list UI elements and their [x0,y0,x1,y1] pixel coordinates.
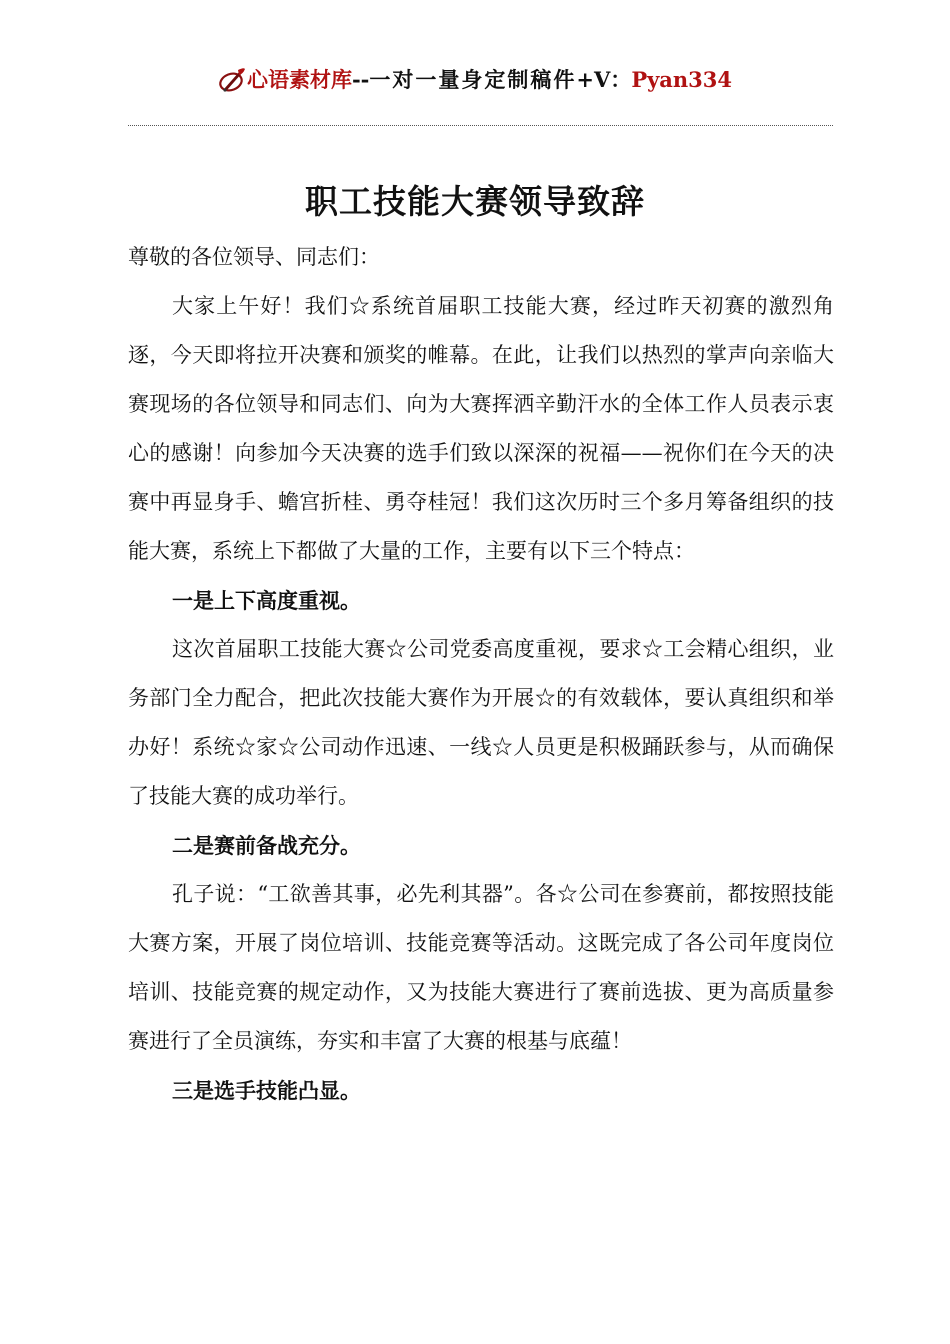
brand-name: 心语素材库 [246,67,352,92]
paragraph-section-2: 孔子说：“工欲善其事，必先利其器”。各☆公司在参赛前，都按照技能大赛方案，开展了岗位培训、技能竞赛等活动。这既完成了各公司年度岗位培训、技能竞赛的规定动作，又为技能大赛进行了赛前选拔、更为高质量参赛进行了全员演练，夯实和丰富了大赛的根基与底蕴！ [128,882,834,1053]
quill-pen-icon [218,65,246,95]
header-separator: -- [351,67,370,92]
paragraph-section-1: 这次首届职工技能大赛☆公司党委高度重视，要求☆工会精心组织，业务部门全力配合，把此次技能大赛作为开展☆的有效载体，要认真组织和举办好！系统☆家☆公司动作迅速、一线☆人员更是积极踊跃参与，从而确保了技能大赛的成功举行。 [128,637,834,808]
section-heading-3: 三是选手技能凸显。 [172,1078,361,1103]
paragraph-opening: 大家上午好！我们☆系统首届职工技能大赛，经过昨天初赛的激烈角逐，今天即将拉开决赛和颁奖的帷幕。在此，让我们以热烈的掌声向亲临大赛现场的各位领导和同志们、向为大赛挥洒辛勤汗水的全体工作人员表示衷心的感谢！向参加今天决赛的选手们致以深深的祝福——祝你们在今天的决赛中再显身手、蟾宫折桂、勇夺桂冠！我们这次历时三个多月筹备组织的技能大赛，系统上下都做了大量的工作，主要有以下三个特点： [128,294,834,563]
section-heading-1: 一是上下高度重视。 [172,588,361,613]
page-header [0,62,950,102]
document-body [128,233,834,1115]
contact-label: V： [594,67,632,92]
document-title: 职工技能大赛领导致辞 [305,182,645,221]
contact-id: Pyan334 [631,67,733,92]
section-heading-2: 二是赛前备战充分。 [172,833,361,858]
salutation: 尊敬的各位领导、同志们： [128,245,380,269]
header-divider [128,125,833,126]
header-plus: + [576,67,595,92]
header-slogan: 一对一量身定制稿件 [369,67,577,92]
